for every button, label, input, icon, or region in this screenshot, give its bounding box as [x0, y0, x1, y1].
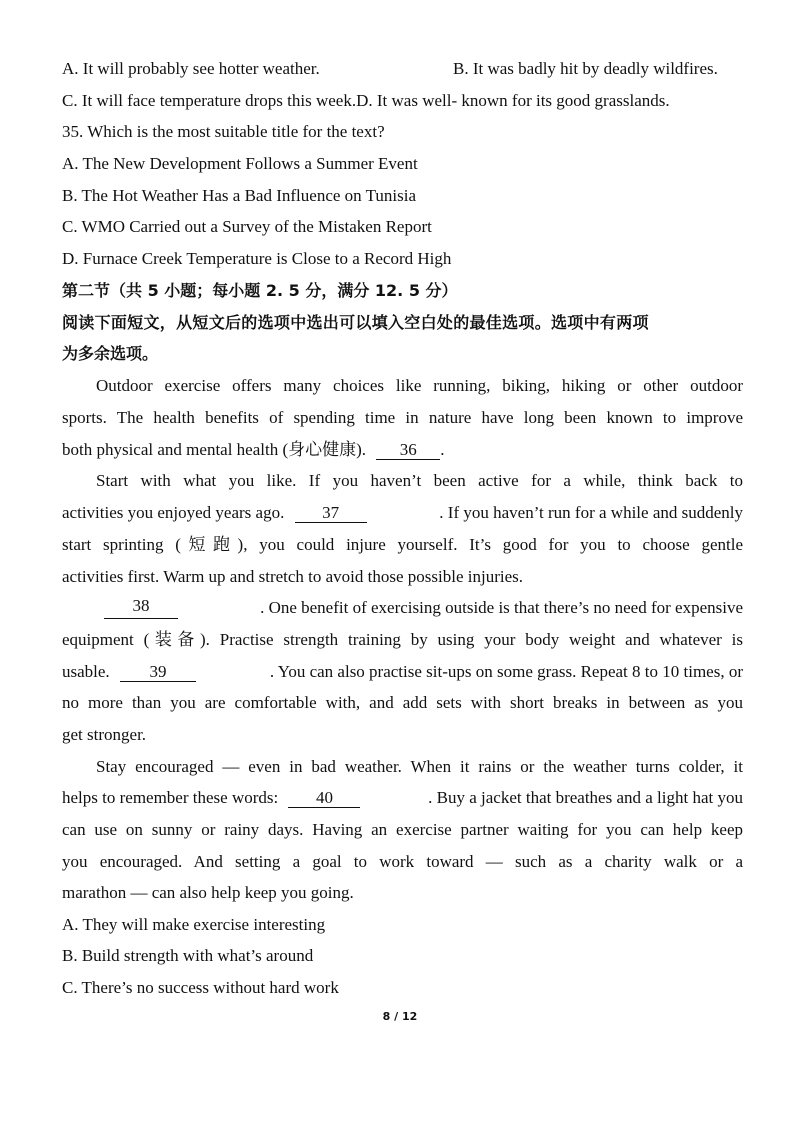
- passage-p2-line-1: Start with what you like. If you haven’t been active for a while, think back to: [96, 471, 743, 490]
- passage-p4-line-4: you encouraged. And setting a goal to work toward — such as a charity walk or a: [62, 852, 743, 871]
- q34-option-d: D. It was well- known for its good grasslands.: [356, 91, 670, 110]
- blank-38[interactable]: 38: [104, 597, 178, 619]
- blank-39[interactable]: 39: [120, 663, 196, 682]
- q34-option-a: A. It will probably see hotter weather.: [62, 59, 320, 78]
- blank-36[interactable]: 36: [376, 441, 440, 460]
- passage-p1-line-3: both physical and mental health (身心健康). 36 .: [62, 440, 445, 459]
- passage-p3-line-3-text-a: usable.: [62, 662, 110, 681]
- q35-option-a: A. The New Development Follows a Summer Event: [62, 154, 418, 173]
- passage-p3-line-1-text: . One benefit of exercising outside is that there’s no need for expensive: [260, 598, 743, 617]
- passage-p4-line-5: marathon — can also help keep you going.: [62, 883, 354, 902]
- section-heading: 第二节（共 5 小题；每小题 2. 5 分，满分 12. 5 分）: [62, 281, 458, 300]
- section-instruction-line-2: 为多余选项。: [62, 344, 159, 363]
- q35-option-b: B. The Hot Weather Has a Bad Influence on Tunisia: [62, 186, 416, 205]
- choice-b: B. Build strength with what’s around: [62, 946, 314, 965]
- blank-37[interactable]: 37: [295, 504, 367, 523]
- passage-p4-line-2: [62, 787, 743, 809]
- passage-p3-line-1: [62, 597, 743, 619]
- passage-p4-line-3: can use on sunny or rainy days. Having an exercise partner waiting for you can help keep: [62, 820, 743, 839]
- passage-p1-line-2: sports. The health benefits of spending time in nature have long been known to improve: [62, 408, 743, 427]
- passage-p4-line-2-text-b: . Buy a jacket that breathes and a light hat you: [428, 788, 743, 807]
- passage-p2-line-4: activities first. Warm up and stretch to avoid those possible injuries.: [62, 567, 524, 586]
- passage-p2-line-2: [62, 502, 743, 524]
- q34-option-row-1: [62, 58, 718, 80]
- passage-p4-line-2-text-a: helps to remember these words:: [62, 788, 279, 807]
- q34-option-c: C. It will face temperature drops this week.: [62, 91, 357, 110]
- section-instruction-line-1: 阅读下面短文，从短文后的选项中选出可以填入空白处的最佳选项。选项中有两项: [62, 313, 649, 332]
- passage-p3-line-3: [62, 661, 743, 683]
- passage-p2-line-3: start sprinting (短跑), you could injure yourself. It’s good for you to choose gentle: [62, 535, 743, 554]
- passage-p1-line-1: Outdoor exercise offers many choices like running, biking, hiking or other outdoor: [96, 376, 743, 395]
- page-number: 8 / 12: [382, 1010, 418, 1023]
- q35-option-d: D. Furnace Creek Temperature is Close to a Record High: [62, 249, 452, 268]
- q34-option-row-2: [62, 90, 670, 112]
- q34-option-b: B. It was badly hit by deadly wildfires.: [453, 59, 718, 78]
- passage-p1-line-3-text: both physical and mental health (身心健康).: [62, 440, 367, 459]
- passage-p2-line-2-text-b: . If you haven’t run for a while and suddenly: [439, 503, 743, 522]
- choice-c: C. There’s no success without hard work: [62, 978, 339, 997]
- choice-a: A. They will make exercise interesting: [62, 915, 326, 934]
- passage-p3-line-2: equipment (装备). Practise strength training by using your body weight and whatever is: [62, 630, 743, 649]
- passage-p3-line-4: no more than you are comfortable with, and add sets with short breaks in between as you: [62, 693, 743, 712]
- blank-40[interactable]: 40: [288, 789, 360, 808]
- passage-p3-line-5: get stronger.: [62, 725, 147, 744]
- q35-question: 35. Which is the most suitable title for the text?: [62, 122, 385, 141]
- passage-p2-line-2-text-a: activities you enjoyed years ago.: [62, 503, 285, 522]
- q35-option-c: C. WMO Carried out a Survey of the Mistaken Report: [62, 217, 432, 236]
- passage-p3-line-3-text-b: . You can also practise sit-ups on some grass. Repeat 8 to 10 times, or: [269, 662, 743, 681]
- passage-p4-line-1: Stay encouraged — even in bad weather. When it rains or the weather turns colder, it: [96, 757, 743, 776]
